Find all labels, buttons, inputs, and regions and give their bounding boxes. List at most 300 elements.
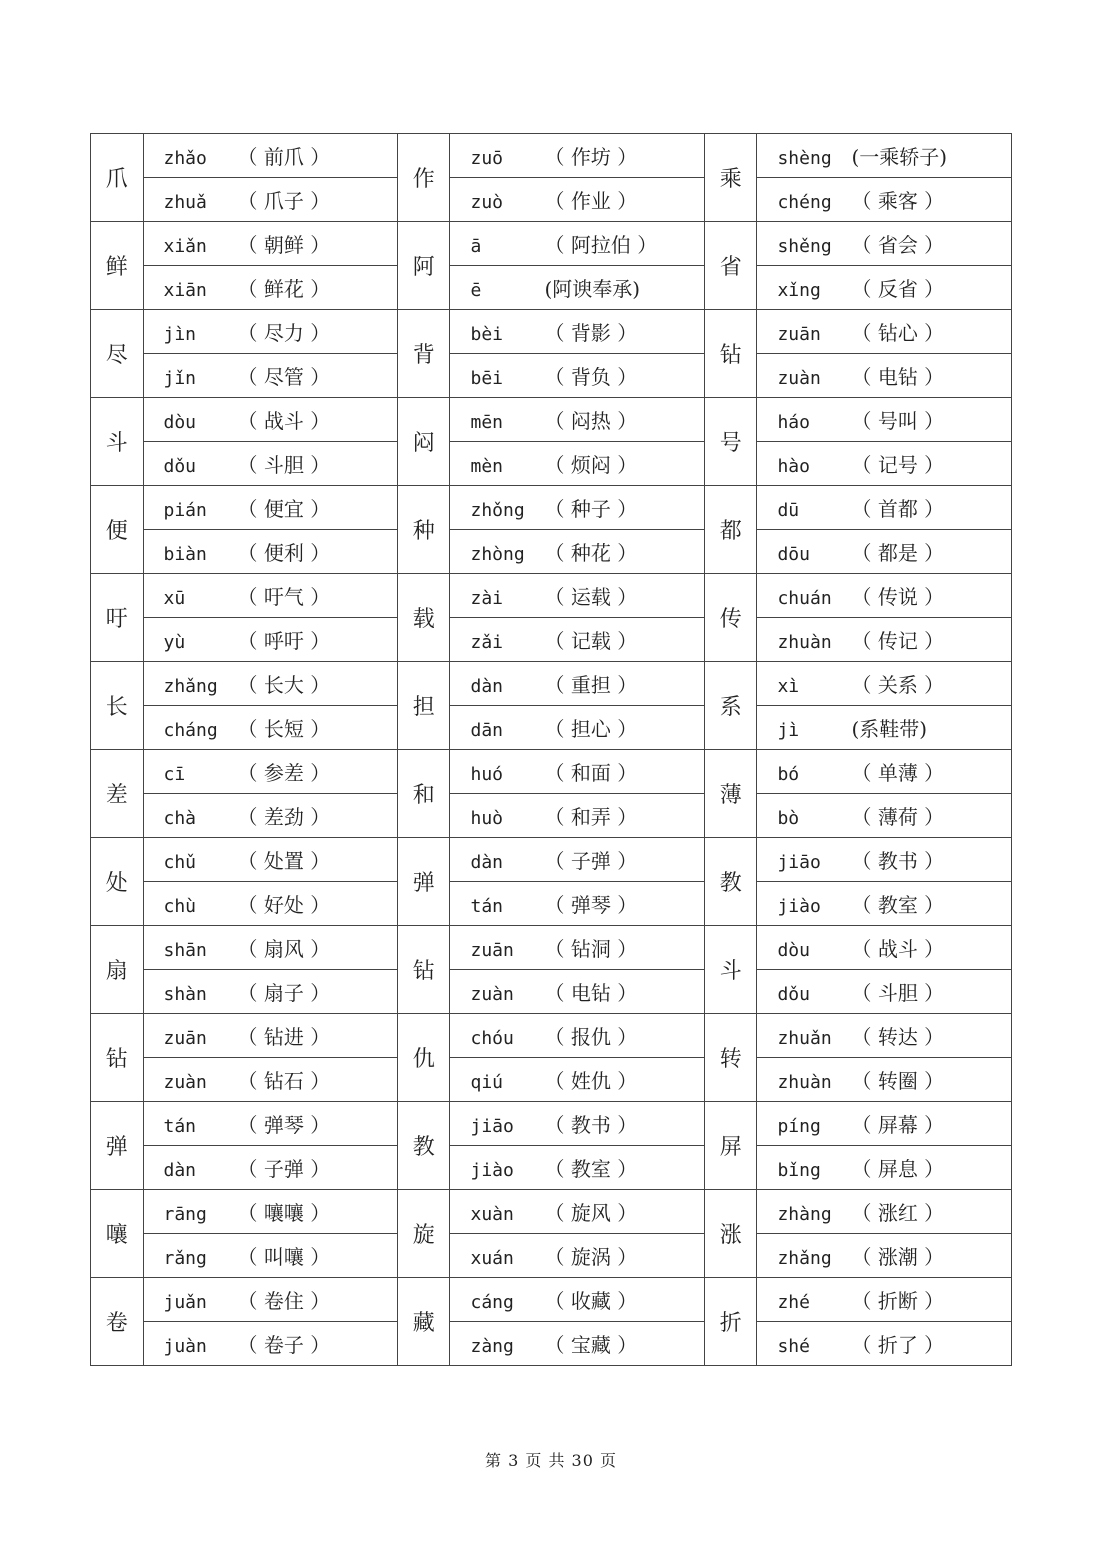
example-word: （ 扇风 ） [237, 937, 331, 961]
example-word: （ 斗胆 ） [237, 453, 331, 477]
example-word: （ 战斗 ） [237, 409, 331, 433]
pinyin: juàn [163, 1336, 207, 1357]
example-word: （ 旋风 ） [544, 1201, 638, 1225]
pinyin: zhǎng [777, 1248, 832, 1269]
pinyin: zài [470, 588, 503, 609]
reading-cell [143, 134, 397, 178]
example-word: (系鞋带) [851, 717, 928, 741]
pinyin: rǎng [163, 1248, 207, 1269]
character-cell: 扇 [91, 926, 144, 1014]
example-word: （ 弹琴 ） [544, 893, 638, 917]
reading-cell [757, 1234, 1012, 1278]
table-row [91, 838, 1012, 882]
character-cell: 教 [704, 838, 757, 926]
example-word: （ 转圈 ） [851, 1069, 945, 1093]
example-word: （ 收藏 ） [544, 1289, 638, 1313]
pinyin: yù [163, 632, 186, 653]
character-cell: 屏 [704, 1102, 757, 1190]
example-word: （ 好处 ） [237, 893, 331, 917]
reading-cell [450, 838, 704, 882]
example-word: （ 关系 ） [851, 673, 945, 697]
example-word: （ 闷热 ） [544, 409, 638, 433]
pinyin: xuán [470, 1248, 514, 1269]
pinyin: bó [777, 764, 800, 785]
reading-cell [143, 354, 397, 398]
pinyin: zuān [470, 940, 514, 961]
example-word: （ 长短 ） [237, 717, 331, 741]
example-word: （ 乘客 ） [851, 189, 945, 213]
example-word: （ 传说 ） [851, 585, 945, 609]
example-word: （ 种子 ） [544, 497, 638, 521]
reading-cell [450, 1058, 704, 1102]
table-row [91, 1322, 1012, 1366]
reading-cell [757, 310, 1012, 354]
example-word: （ 记号 ） [851, 453, 945, 477]
pinyin: hào [777, 456, 810, 477]
example-word: （ 电钻 ） [544, 981, 638, 1005]
reading-cell [757, 178, 1012, 222]
character-cell: 作 [397, 134, 450, 222]
character-cell: 系 [704, 662, 757, 750]
pinyin: zuān [163, 1028, 207, 1049]
table-row [91, 1278, 1012, 1322]
pinyin: xiǎn [163, 236, 207, 257]
pinyin: shěng [777, 236, 832, 257]
example-word: （ 便宜 ） [237, 497, 331, 521]
character-cell: 吁 [91, 574, 144, 662]
example-word: （ 薄荷 ） [851, 805, 945, 829]
example-word: （ 号叫 ） [851, 409, 945, 433]
pinyin: dàn [470, 852, 503, 873]
table-row [91, 574, 1012, 618]
pinyin: biàn [163, 544, 207, 565]
example-word: （ 处置 ） [237, 849, 331, 873]
reading-cell [757, 1014, 1012, 1058]
reading-cell [450, 442, 704, 486]
reading-cell [143, 310, 397, 354]
table-row [91, 530, 1012, 574]
character-cell: 处 [91, 838, 144, 926]
reading-cell [757, 1146, 1012, 1190]
pinyin: dōu [777, 544, 810, 565]
pinyin: shàn [163, 984, 207, 1005]
example-word: （ 烦闷 ） [544, 453, 638, 477]
pinyin: tán [470, 896, 503, 917]
pinyin: huò [470, 808, 503, 829]
example-word: （ 教室 ） [544, 1157, 638, 1181]
example-word: (一乘轿子) [851, 145, 948, 169]
reading-cell [450, 1322, 704, 1366]
character-cell: 传 [704, 574, 757, 662]
example-word: （ 首都 ） [851, 497, 945, 521]
example-word: （ 长大 ） [237, 673, 331, 697]
table-row [91, 618, 1012, 662]
example-word: （ 背影 ） [544, 321, 638, 345]
reading-cell [143, 398, 397, 442]
reading-cell [450, 354, 704, 398]
example-word: （ 爪子 ） [237, 189, 331, 213]
table-row [91, 134, 1012, 178]
reading-cell [757, 266, 1012, 310]
reading-cell [143, 442, 397, 486]
pinyin: zhuàn [777, 632, 832, 653]
reading-cell [450, 266, 704, 310]
example-word: （ 教书 ） [851, 849, 945, 873]
pinyin: chù [163, 896, 197, 917]
character-cell: 尽 [91, 310, 144, 398]
reading-cell [757, 662, 1012, 706]
example-word: （ 省会 ） [851, 233, 945, 257]
reading-cell [143, 222, 397, 266]
reading-cell [757, 882, 1012, 926]
pinyin: xǐng [777, 280, 821, 301]
table-row [91, 1058, 1012, 1102]
character-cell: 都 [704, 486, 757, 574]
example-word: （ 反省 ） [851, 277, 945, 301]
reading-cell [143, 1058, 397, 1102]
reading-cell [143, 178, 397, 222]
character-cell: 鲜 [91, 222, 144, 310]
example-word: （ 差劲 ） [237, 805, 331, 829]
reading-cell [757, 1322, 1012, 1366]
polyphone-table-body [91, 134, 1012, 1366]
example-word: (阿谀奉承) [544, 277, 641, 301]
character-cell: 嚷 [91, 1190, 144, 1278]
reading-cell [757, 1102, 1012, 1146]
character-cell: 省 [704, 222, 757, 310]
example-word: （ 屏息 ） [851, 1157, 945, 1181]
pinyin: jìn [163, 324, 197, 345]
table-row [91, 926, 1012, 970]
table-row [91, 398, 1012, 442]
example-word: （ 朝鲜 ） [237, 233, 331, 257]
reading-cell [143, 662, 397, 706]
character-cell: 阿 [397, 222, 450, 310]
example-word: （ 尽力 ） [237, 321, 331, 345]
example-word: （ 叫嚷 ） [237, 1245, 331, 1269]
pinyin: shé [777, 1336, 810, 1357]
example-word: （ 参差 ） [237, 761, 331, 785]
pinyin: ā [470, 236, 482, 257]
table-row [91, 794, 1012, 838]
reading-cell [757, 222, 1012, 266]
table-row [91, 354, 1012, 398]
reading-cell [450, 574, 704, 618]
table-row [91, 882, 1012, 926]
pinyin: jì [777, 720, 800, 741]
pinyin: cháng [163, 720, 218, 741]
table-row [91, 1234, 1012, 1278]
example-word: （ 教书 ） [544, 1113, 638, 1137]
pinyin: bèi [470, 324, 503, 345]
table-row [91, 706, 1012, 750]
table-row [91, 662, 1012, 706]
pinyin: zuàn [777, 368, 821, 389]
reading-cell [450, 750, 704, 794]
character-cell: 种 [397, 486, 450, 574]
example-word: （ 阿拉伯 ） [544, 233, 658, 257]
character-cell: 卷 [91, 1278, 144, 1366]
example-word: （ 教室 ） [851, 893, 945, 917]
character-cell: 便 [91, 486, 144, 574]
pinyin: chuán [777, 588, 832, 609]
reading-cell [757, 574, 1012, 618]
example-word: （ 报仇 ） [544, 1025, 638, 1049]
table-row [91, 266, 1012, 310]
reading-cell [143, 1278, 397, 1322]
example-word: （ 扇子 ） [237, 981, 331, 1005]
character-cell: 折 [704, 1278, 757, 1366]
pinyin: qiú [470, 1072, 503, 1093]
table-row [91, 222, 1012, 266]
pinyin: mēn [470, 412, 503, 433]
reading-cell [143, 926, 397, 970]
pinyin: dàn [163, 1160, 197, 1181]
reading-cell [143, 838, 397, 882]
character-cell: 和 [397, 750, 450, 838]
reading-cell [757, 354, 1012, 398]
pinyin: zǎi [470, 632, 503, 653]
example-word: （ 钻洞 ） [544, 937, 638, 961]
pinyin: zuàn [163, 1072, 207, 1093]
reading-cell [450, 794, 704, 838]
pinyin: zuō [470, 148, 503, 169]
pinyin: zhòng [470, 544, 525, 565]
reading-cell [143, 618, 397, 662]
pinyin: dǒu [163, 456, 197, 477]
example-word: （ 钻心 ） [851, 321, 945, 345]
pinyin: dòu [163, 412, 197, 433]
reading-cell [450, 222, 704, 266]
character-cell: 斗 [704, 926, 757, 1014]
pinyin: jiào [470, 1160, 514, 1181]
table-row [91, 1014, 1012, 1058]
character-cell: 藏 [397, 1278, 450, 1366]
reading-cell [450, 1190, 704, 1234]
reading-cell [143, 574, 397, 618]
example-word: （ 屏幕 ） [851, 1113, 945, 1137]
pinyin: chǔ [163, 852, 197, 873]
reading-cell [450, 1234, 704, 1278]
example-word: （ 和弄 ） [544, 805, 638, 829]
character-cell: 钻 [704, 310, 757, 398]
pinyin: xū [163, 588, 186, 609]
example-word: （ 便利 ） [237, 541, 331, 565]
reading-cell [450, 1014, 704, 1058]
pinyin: shān [163, 940, 207, 961]
reading-cell [143, 1014, 397, 1058]
reading-cell [450, 398, 704, 442]
pinyin: mèn [470, 456, 503, 477]
example-word: （ 子弹 ） [237, 1157, 331, 1181]
example-word: （ 折了 ） [851, 1333, 945, 1357]
reading-cell [450, 1102, 704, 1146]
pinyin: bò [777, 808, 800, 829]
reading-cell [757, 970, 1012, 1014]
character-cell: 号 [704, 398, 757, 486]
reading-cell [757, 926, 1012, 970]
pinyin: chéng [777, 192, 832, 213]
table-row [91, 1146, 1012, 1190]
reading-cell [450, 530, 704, 574]
pinyin: shèng [777, 148, 832, 169]
pinyin: zhé [777, 1292, 810, 1313]
reading-cell [757, 530, 1012, 574]
pinyin: zuàn [470, 984, 514, 1005]
pinyin: bēi [470, 368, 503, 389]
example-word: （ 电钻 ） [851, 365, 945, 389]
example-word: （ 作业 ） [544, 189, 638, 213]
pinyin: zhàng [777, 1204, 832, 1225]
reading-cell [450, 926, 704, 970]
reading-cell [757, 398, 1012, 442]
example-word: （ 吁气 ） [237, 585, 331, 609]
pinyin: dān [470, 720, 503, 741]
example-word: （ 钻进 ） [237, 1025, 331, 1049]
example-word: （ 卷子 ） [237, 1333, 331, 1357]
example-word: （ 运载 ） [544, 585, 638, 609]
character-cell: 乘 [704, 134, 757, 222]
character-cell: 长 [91, 662, 144, 750]
character-cell: 闷 [397, 398, 450, 486]
pinyin: zuān [777, 324, 821, 345]
pinyin: zhuǎn [777, 1028, 832, 1049]
example-word: （ 涨红 ） [851, 1201, 945, 1225]
pinyin: huó [470, 764, 503, 785]
reading-cell [450, 662, 704, 706]
example-word: （ 钻石 ） [237, 1069, 331, 1093]
character-cell: 教 [397, 1102, 450, 1190]
reading-cell [143, 1190, 397, 1234]
pinyin: zàng [470, 1336, 514, 1357]
example-word: （ 种花 ） [544, 541, 638, 565]
pinyin: zhuàn [777, 1072, 832, 1093]
character-cell: 载 [397, 574, 450, 662]
example-word: （ 转达 ） [851, 1025, 945, 1049]
reading-cell [143, 1146, 397, 1190]
pinyin: dòu [777, 940, 810, 961]
pinyin: dū [777, 500, 800, 521]
reading-cell [757, 1058, 1012, 1102]
reading-cell [143, 882, 397, 926]
example-word: （ 宝藏 ） [544, 1333, 638, 1357]
table-row [91, 486, 1012, 530]
table-row [91, 1102, 1012, 1146]
table-row [91, 750, 1012, 794]
example-word: （ 重担 ） [544, 673, 638, 697]
pinyin: zhǒng [470, 500, 525, 521]
reading-cell [450, 970, 704, 1014]
reading-cell [757, 706, 1012, 750]
example-word: （ 战斗 ） [851, 937, 945, 961]
example-word: （ 嚷嚷 ） [237, 1201, 331, 1225]
character-cell: 担 [397, 662, 450, 750]
reading-cell [757, 442, 1012, 486]
reading-cell [143, 266, 397, 310]
reading-cell [757, 618, 1012, 662]
pinyin: zuò [470, 192, 503, 213]
example-word: （ 担心 ） [544, 717, 638, 741]
pinyin: háo [777, 412, 810, 433]
reading-cell [143, 970, 397, 1014]
example-word: （ 子弹 ） [544, 849, 638, 873]
character-cell: 钻 [91, 1014, 144, 1102]
reading-cell [143, 1234, 397, 1278]
pinyin: zhuǎ [163, 192, 207, 213]
reading-cell [450, 1146, 704, 1190]
character-cell: 背 [397, 310, 450, 398]
reading-cell [450, 1278, 704, 1322]
pinyin: rāng [163, 1204, 207, 1225]
reading-cell [143, 530, 397, 574]
pinyin: jiāo [777, 852, 821, 873]
reading-cell [450, 310, 704, 354]
example-word: （ 鲜花 ） [237, 277, 331, 301]
reading-cell [143, 750, 397, 794]
pinyin: zhǎo [163, 148, 207, 169]
character-cell: 弹 [397, 838, 450, 926]
reading-cell [143, 1102, 397, 1146]
table-row [91, 1190, 1012, 1234]
pinyin: chóu [470, 1028, 514, 1049]
reading-cell [757, 794, 1012, 838]
character-cell: 弹 [91, 1102, 144, 1190]
character-cell: 钻 [397, 926, 450, 1014]
example-word: （ 传记 ） [851, 629, 945, 653]
reading-cell [143, 1322, 397, 1366]
reading-cell [143, 706, 397, 750]
character-cell: 仇 [397, 1014, 450, 1102]
pinyin: zhǎng [163, 676, 218, 697]
table-row [91, 970, 1012, 1014]
reading-cell [757, 1278, 1012, 1322]
character-cell: 斗 [91, 398, 144, 486]
example-word: （ 前爪 ） [237, 145, 331, 169]
pinyin: tán [163, 1116, 197, 1137]
reading-cell [143, 794, 397, 838]
reading-cell [143, 486, 397, 530]
reading-cell [450, 486, 704, 530]
reading-cell [450, 706, 704, 750]
character-cell: 转 [704, 1014, 757, 1102]
example-word: （ 姓仇 ） [544, 1069, 638, 1093]
example-word: （ 记载 ） [544, 629, 638, 653]
page-footer: 第 3 页 共 30 页 [485, 1451, 617, 1470]
example-word: （ 斗胆 ） [851, 981, 945, 1005]
reading-cell [450, 618, 704, 662]
pinyin: xuàn [470, 1204, 514, 1225]
example-word: （ 呼吁 ） [237, 629, 331, 653]
pinyin: pián [163, 500, 207, 521]
table-row [91, 178, 1012, 222]
pinyin: cáng [470, 1292, 514, 1313]
pinyin: xiān [163, 280, 207, 301]
example-word: （ 涨潮 ） [851, 1245, 945, 1269]
pinyin: jǐn [163, 368, 197, 389]
reading-cell [757, 486, 1012, 530]
example-word: （ 折断 ） [851, 1289, 945, 1313]
pinyin: dǒu [777, 984, 810, 1005]
polyphone-table [90, 133, 1012, 1366]
pinyin: bǐng [777, 1160, 821, 1181]
table-row [91, 310, 1012, 354]
pinyin: jiào [777, 896, 821, 917]
example-word: （ 作坊 ） [544, 145, 638, 169]
reading-cell [757, 134, 1012, 178]
example-word: （ 和面 ） [544, 761, 638, 785]
pinyin: xì [777, 676, 800, 697]
reading-cell [450, 882, 704, 926]
